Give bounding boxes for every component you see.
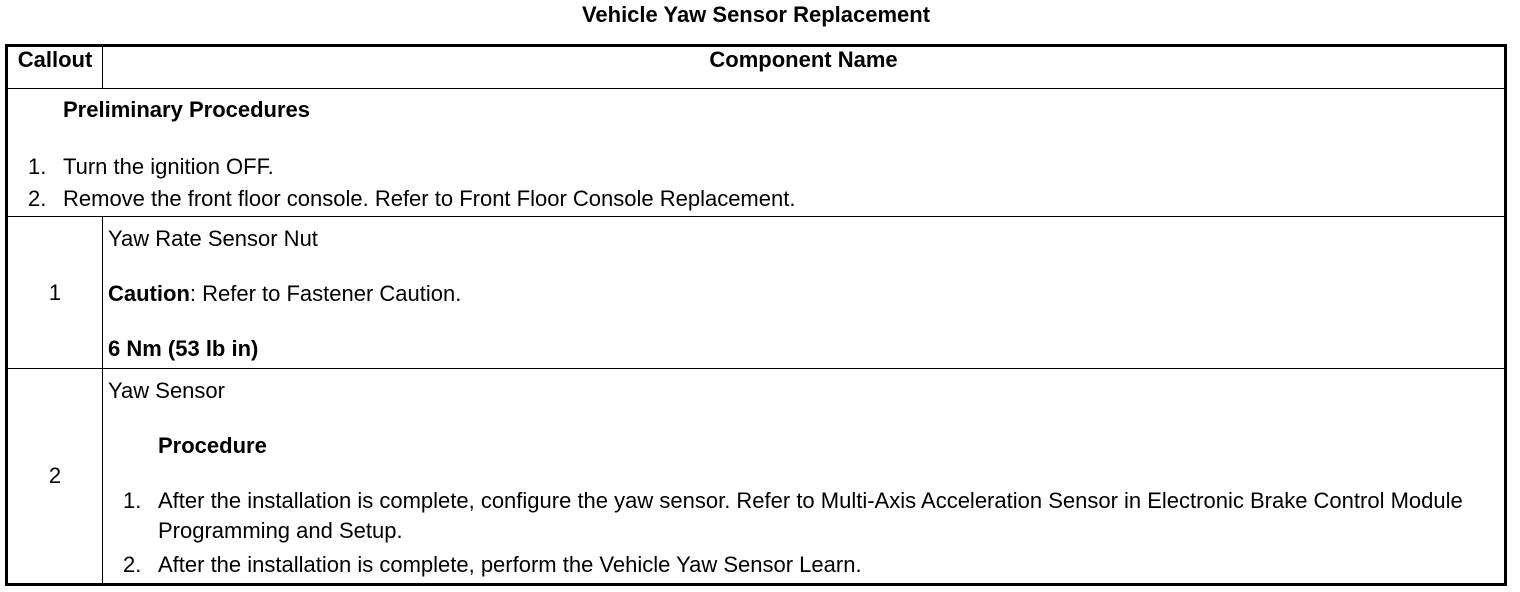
table-row [7,217,1506,369]
step-text: After the installation is complete, perform the Vehicle Yaw Sensor Learn. [158,552,862,577]
step-number: 2. [123,552,142,577]
callout-cell: 2 [7,369,103,585]
component-column-header: Component Name [103,46,1506,89]
procedure-heading: Procedure [158,433,267,458]
step-text: Remove the front floor console. Refer to Front Floor Console Replacement. [63,186,796,211]
list-item [103,550,1498,580]
caution-note [108,281,461,307]
preliminary-heading: Preliminary Procedures [63,97,311,122]
table-header-row [7,46,1506,89]
step-number: 2. [28,186,47,211]
preliminary-steps [8,151,795,215]
component-name: Yaw Sensor [108,378,225,403]
page-title: Vehicle Yaw Sensor Replacement [581,2,931,27]
torque-spec: 6 Nm (53 lb in) [108,336,259,361]
component-cell [103,217,1506,369]
callout-column-header: Callout [7,46,103,89]
list-item [8,151,795,183]
step-number: 1. [28,154,47,179]
step-number: 1. [123,488,142,513]
table-row [7,369,1506,585]
step-text: After the installation is complete, configure the yaw sensor. Refer to Multi-Axis Acceleration Sensor in Electronic Brake Control Module Programming and Setup. [158,488,1463,543]
callout-cell: 1 [7,217,103,369]
caution-text: : Refer to Fastener Caution. [189,281,462,306]
step-text: Turn the ignition OFF. [63,154,274,179]
preliminary-cell [7,89,1506,217]
list-item [8,183,795,215]
caution-label: Caution [108,281,190,306]
component-cell [103,369,1506,585]
preliminary-row [7,89,1506,217]
procedure-steps [103,486,1498,584]
procedure-table [5,44,1507,586]
list-item [103,486,1498,546]
component-name: Yaw Rate Sensor Nut [108,226,318,251]
